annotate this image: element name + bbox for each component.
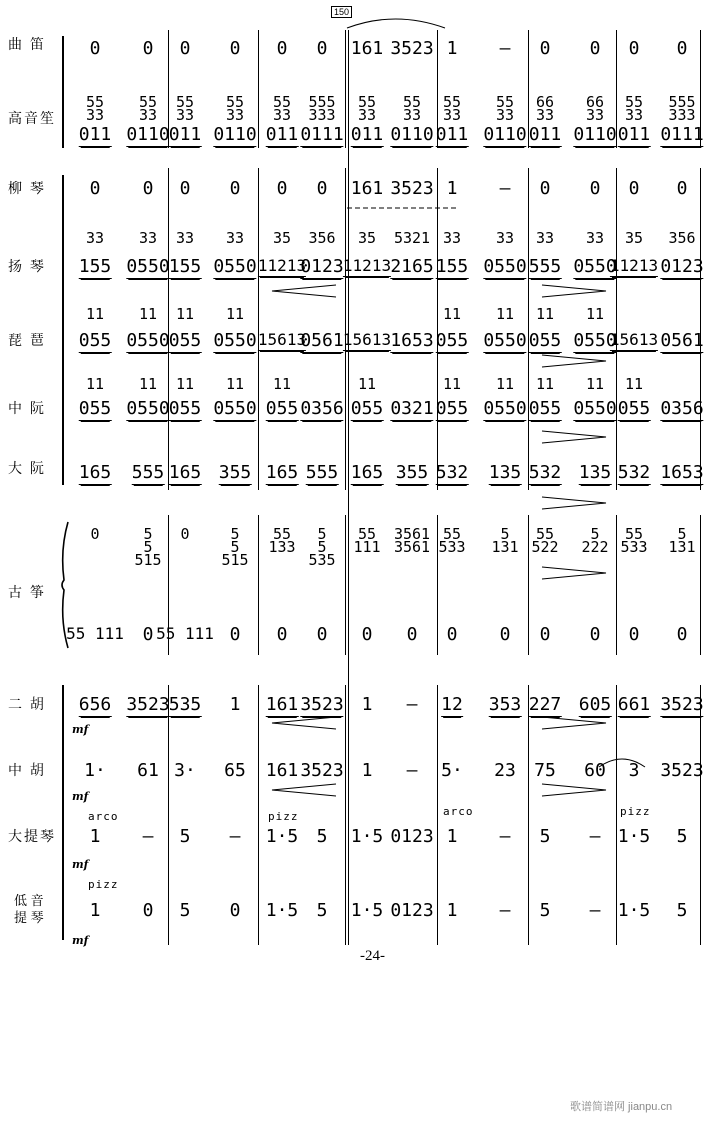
daruan-note: 165: [168, 462, 202, 483]
sheng-note: 0110: [126, 124, 170, 145]
gz_top-chord: 55 111: [353, 525, 381, 556]
zhonghu-note: 3·: [174, 760, 196, 781]
tech-bass-pizz: pizz: [88, 878, 119, 891]
zr_top-chord: 11: [357, 375, 377, 393]
dizi-note: 161: [350, 38, 384, 59]
pipa_top-chord: 11: [225, 305, 245, 323]
yangqin-note: 155: [78, 256, 112, 277]
zhonghu-note: 1: [361, 760, 373, 781]
zhongruan-note: 055: [435, 398, 469, 419]
yangqin-note: 11213: [609, 256, 659, 275]
sheng_top-chord: 66 33: [535, 93, 555, 124]
daruan-note: 165: [350, 462, 384, 483]
sheng-note: 011: [265, 124, 299, 145]
label-zhongruan: 中 阮: [8, 400, 46, 416]
pipa_top-chord: 11: [495, 305, 515, 323]
page-number: -24-: [360, 948, 385, 964]
daruan-note: 1653: [660, 462, 704, 483]
pipa-note: 055: [528, 330, 562, 351]
zhonghu-note: 61: [137, 760, 159, 781]
zhongruan-note: 055: [617, 398, 651, 419]
cello-note: 1: [89, 826, 101, 847]
bass-note: 5: [179, 900, 191, 921]
gz_top-chord: 5 131: [491, 525, 519, 556]
barline: [345, 515, 346, 655]
zhonghu-note: 65: [224, 760, 246, 781]
zr_top-chord: 11: [495, 375, 515, 393]
tremolo-line-liuqin: [345, 202, 460, 214]
slur: [345, 14, 450, 30]
dyn-bass: mf: [72, 934, 89, 947]
hairpin-erhu2: [540, 716, 610, 730]
sheng-note: 011: [617, 124, 651, 145]
gz_top-chord: 5 5 535: [308, 525, 336, 569]
zhonghu-note: 3: [628, 760, 640, 781]
yangqin_top-chord: 35: [357, 229, 377, 247]
cello-note: 5: [676, 826, 688, 847]
yangqin_top-chord: 33: [585, 229, 605, 247]
gz_bottom-note: 55 111: [66, 624, 124, 643]
pipa_top-chord: 11: [585, 305, 605, 323]
barline: [345, 685, 346, 945]
yangqin-note: 11213: [257, 256, 307, 275]
gz_top-chord: 5 131: [668, 525, 696, 556]
dizi-note: 0: [539, 38, 551, 59]
hairpin-yangqin: [270, 284, 340, 298]
zhongruan-note: 0356: [300, 398, 344, 419]
label-liuqin: 柳 琴: [8, 180, 46, 196]
barline: [437, 168, 438, 490]
yangqin_top-chord: 35: [624, 229, 644, 247]
bass-note: 1: [446, 900, 458, 921]
pipa-note: 0550: [213, 330, 257, 351]
dizi-note: 1: [446, 38, 458, 59]
zhonghu-note: 5·: [441, 760, 463, 781]
watermark: 歌谱简谱网 jianpu.cn: [570, 1101, 673, 1113]
erhu-note: –: [406, 694, 418, 715]
gz_bottom-note: 0: [142, 624, 154, 645]
bass-note: 5: [676, 900, 688, 921]
yangqin_top-chord: 356: [668, 229, 696, 247]
pipa-note: 0561: [660, 330, 704, 351]
erhu-note: 12: [441, 694, 463, 715]
erhu-note: 605: [578, 694, 612, 715]
bass-note: 5: [539, 900, 551, 921]
cello-note: 0123: [390, 826, 434, 847]
barline: [616, 515, 617, 655]
barline: [700, 685, 701, 945]
gz_bottom-note: 55 111: [156, 624, 214, 643]
label-yangqin: 扬 琴: [8, 258, 46, 274]
gz_bottom-note: 0: [589, 624, 601, 645]
sheng-note: 011: [528, 124, 562, 145]
zhonghu-note: 3523: [660, 760, 704, 781]
sheng-note: 011: [168, 124, 202, 145]
cello-note: –: [142, 826, 154, 847]
dizi-note: 3523: [390, 38, 434, 59]
liuqin-note: 0: [676, 178, 688, 199]
cello-note: –: [229, 826, 241, 847]
barline: [258, 30, 259, 148]
zhonghu-note: 23: [494, 760, 516, 781]
zhongruan-note: 0356: [660, 398, 704, 419]
barline: [437, 685, 438, 945]
pipa_top-chord: 11: [535, 305, 555, 323]
zr_top-chord: 11: [624, 375, 644, 393]
hairpin-zhongruan: [540, 430, 610, 444]
hairpin-daruan: [540, 496, 610, 510]
sheng-note: 0110: [483, 124, 527, 145]
bass-note: 0123: [390, 900, 434, 921]
cello-note: –: [499, 826, 511, 847]
cello-note: 1·5: [617, 826, 651, 847]
bracket-winds: [62, 36, 64, 148]
bass-note: 1·5: [265, 900, 299, 921]
dizi-note: –: [499, 38, 511, 59]
zhongruan-note: 055: [528, 398, 562, 419]
daruan-note: 555: [305, 462, 339, 483]
erhu-note: 353: [488, 694, 522, 715]
sheng_top-chord: 55 33: [357, 93, 377, 124]
label-sheng: 高音笙: [8, 110, 56, 126]
gz_bottom-note: 0: [446, 624, 458, 645]
double-barline: [348, 30, 349, 945]
pipa-note: 055: [78, 330, 112, 351]
erhu-note: 161: [265, 694, 299, 715]
label-cello: 大提琴: [8, 828, 56, 844]
liuqin-note: 3523: [390, 178, 434, 199]
zhongruan-note: 055: [350, 398, 384, 419]
gz_bottom-note: 0: [499, 624, 511, 645]
barline: [700, 515, 701, 655]
yangqin_top-chord: 33: [138, 229, 158, 247]
zr_top-chord: 11: [585, 375, 605, 393]
zhongruan-note: 055: [168, 398, 202, 419]
zr_top-chord: 11: [272, 375, 292, 393]
pipa-note: 1653: [390, 330, 434, 351]
liuqin-note: 0: [179, 178, 191, 199]
cello-note: 5: [539, 826, 551, 847]
hairpin-zhonghu2: [540, 783, 610, 797]
pipa-note: 055: [435, 330, 469, 351]
gz_top-chord: 55 522: [531, 525, 559, 556]
yangqin_top-chord: 33: [225, 229, 245, 247]
gz_bottom-note: 0: [229, 624, 241, 645]
sheng-note: 0110: [390, 124, 434, 145]
bass-note: 1·5: [617, 900, 651, 921]
hairpin-zhonghu: [270, 783, 340, 797]
daruan-note: 135: [578, 462, 612, 483]
yangqin_top-chord: 33: [535, 229, 555, 247]
gz_top-chord: 0: [90, 525, 100, 543]
hairpin-guzheng: [540, 566, 610, 580]
gz_top-chord: 55 533: [438, 525, 466, 556]
zhongruan-note: 0550: [126, 398, 170, 419]
yangqin-note: 11213: [342, 256, 392, 275]
erhu-note: 1: [229, 694, 241, 715]
erhu-note: 661: [617, 694, 651, 715]
dyn-erhu: mf: [72, 723, 89, 736]
daruan-note: 532: [435, 462, 469, 483]
gz_top-chord: 5 5 515: [221, 525, 249, 569]
yangqin-note: 155: [435, 256, 469, 277]
barline: [345, 168, 346, 490]
sheng_top-chord: 55 33: [402, 93, 422, 124]
gz_bottom-note: 0: [628, 624, 640, 645]
gz_bottom-note: 0: [539, 624, 551, 645]
sheng-note: 0111: [300, 124, 344, 145]
liuqin-note: 0: [628, 178, 640, 199]
cello-note: 1·5: [350, 826, 384, 847]
hairpin-yangqin2: [540, 284, 610, 298]
tech-cello-pizz: pizz: [268, 810, 299, 823]
dizi-note: 0: [179, 38, 191, 59]
barline: [616, 168, 617, 490]
pipa-note: 0561: [300, 330, 344, 351]
cello-note: 1·5: [265, 826, 299, 847]
bass-note: 0: [229, 900, 241, 921]
sheng_top-chord: 55 33: [175, 93, 195, 124]
daruan-note: 355: [218, 462, 252, 483]
pipa-note: 0550: [483, 330, 527, 351]
yangqin-note: 155: [168, 256, 202, 277]
liuqin-note: 1: [446, 178, 458, 199]
daruan-note: 135: [488, 462, 522, 483]
sheng-note: 0110: [573, 124, 617, 145]
dyn-cello: mf: [72, 858, 89, 871]
dyn-zhonghu: mf: [72, 790, 89, 803]
sheng_top-chord: 55 33: [138, 93, 158, 124]
dizi-note: 0: [89, 38, 101, 59]
dizi-note: 0: [276, 38, 288, 59]
yangqin-note: 0550: [573, 256, 617, 277]
zr_top-chord: 11: [138, 375, 158, 393]
barline: [168, 685, 169, 945]
erhu-note: 1: [361, 694, 373, 715]
zhonghu-note: 1·: [84, 760, 106, 781]
zr_top-chord: 11: [225, 375, 245, 393]
yangqin_top-chord: 33: [85, 229, 105, 247]
daruan-note: 532: [617, 462, 651, 483]
barline: [258, 168, 259, 490]
pipa-note: 0550: [573, 330, 617, 351]
pipa-note: 0550: [126, 330, 170, 351]
pipa-note: 15613: [342, 330, 392, 349]
sheng_top-chord: 55 33: [225, 93, 245, 124]
gz_bottom-note: 0: [316, 624, 328, 645]
zhonghu-note: 60: [584, 760, 606, 781]
bass-note: 1·5: [350, 900, 384, 921]
cello-note: 5: [316, 826, 328, 847]
cello-note: 5: [179, 826, 191, 847]
dizi-note: 0: [316, 38, 328, 59]
tie-zhonghu: [597, 755, 647, 769]
liuqin-note: 0: [229, 178, 241, 199]
label-bass: 低 音 提 琴: [14, 893, 44, 925]
bass-note: –: [499, 900, 511, 921]
erhu-note: 3523: [126, 694, 170, 715]
gz_top-chord: 5 5 515: [134, 525, 162, 569]
hairpin-pipa: [540, 354, 610, 368]
gz_bottom-note: 0: [406, 624, 418, 645]
yangqin-note: 0123: [660, 256, 704, 277]
pipa-note: 15613: [609, 330, 659, 349]
zhongruan-note: 055: [265, 398, 299, 419]
bass-note: –: [589, 900, 601, 921]
bass-note: 5: [316, 900, 328, 921]
sheng-note: 011: [78, 124, 112, 145]
dizi-note: 0: [589, 38, 601, 59]
yangqin-note: 555: [528, 256, 562, 277]
sheng_top-chord: 555 333: [308, 93, 336, 124]
sheng_top-chord: 55 33: [495, 93, 515, 124]
gz_top-chord: 3561 3561: [393, 525, 431, 556]
label-guzheng: 古 筝: [8, 584, 46, 600]
zr_top-chord: 11: [175, 375, 195, 393]
barline: [528, 515, 529, 655]
pipa_top-chord: 11: [175, 305, 195, 323]
erhu-note: 656: [78, 694, 112, 715]
liuqin-note: –: [499, 178, 511, 199]
zr_top-chord: 11: [442, 375, 462, 393]
yangqin_top-chord: 356: [308, 229, 336, 247]
label-zhonghu: 中 胡: [8, 762, 46, 778]
yangqin-note: 0550: [213, 256, 257, 277]
bass-note: 0: [142, 900, 154, 921]
zhongruan-note: 0550: [573, 398, 617, 419]
bracket-strings: [62, 685, 64, 940]
liuqin-note: 0: [89, 178, 101, 199]
dizi-note: 0: [628, 38, 640, 59]
erhu-note: 535: [168, 694, 202, 715]
daruan-note: 555: [131, 462, 165, 483]
zr_top-chord: 11: [85, 375, 105, 393]
erhu-note: 3523: [660, 694, 704, 715]
zhongruan-note: 0550: [483, 398, 527, 419]
label-daruan: 大 阮: [8, 460, 46, 476]
label-pipa: 琵 琶: [8, 332, 46, 348]
yangqin_top-chord: 33: [495, 229, 515, 247]
sheng-note: 011: [435, 124, 469, 145]
label-dizi: 曲 笛: [8, 36, 46, 52]
barline: [528, 168, 529, 490]
dizi-note: 0: [229, 38, 241, 59]
sheng_top-chord: 555 333: [668, 93, 696, 124]
barline: [168, 168, 169, 490]
dizi-note: 0: [142, 38, 154, 59]
sheng-note: 0110: [213, 124, 257, 145]
bracket-plucked: [62, 175, 64, 485]
sheng_top-chord: 55 33: [85, 93, 105, 124]
gz_bottom-note: 0: [676, 624, 688, 645]
yangqin-note: 2165: [390, 256, 434, 277]
liuqin-note: 161: [350, 178, 384, 199]
zhonghu-note: 3523: [300, 760, 344, 781]
zhonghu-note: 75: [534, 760, 556, 781]
yangqin_top-chord: 33: [442, 229, 462, 247]
barline: [258, 515, 259, 655]
sheng-note: 011: [350, 124, 384, 145]
liuqin-note: 0: [142, 178, 154, 199]
yangqin_top-chord: 35: [272, 229, 292, 247]
sheng-note: 0111: [660, 124, 704, 145]
gz_top-chord: 55 133: [268, 525, 296, 556]
liuqin-note: 0: [589, 178, 601, 199]
daruan-note: 165: [265, 462, 299, 483]
tech-cello-arco2: arco: [443, 805, 474, 818]
pipa_top-chord: 11: [442, 305, 462, 323]
barline: [258, 685, 259, 945]
cello-note: 1: [446, 826, 458, 847]
daruan-note: 355: [395, 462, 429, 483]
barline: [700, 168, 701, 490]
zhonghu-note: 161: [265, 760, 299, 781]
erhu-note: 227: [528, 694, 562, 715]
rehearsal-mark: 150: [331, 6, 352, 18]
tech-cello-arco: arco: [88, 810, 119, 823]
gz_bottom-note: 0: [361, 624, 373, 645]
daruan-note: 165: [78, 462, 112, 483]
barline: [345, 30, 346, 148]
pipa-note: 055: [168, 330, 202, 351]
yangqin-note: 0550: [126, 256, 170, 277]
yangqin_top-chord: 33: [175, 229, 195, 247]
cello-note: –: [589, 826, 601, 847]
liuqin-note: 0: [316, 178, 328, 199]
zhongruan-note: 0550: [213, 398, 257, 419]
gz_top-chord: 55 533: [620, 525, 648, 556]
daruan-note: 532: [528, 462, 562, 483]
zhonghu-note: –: [406, 760, 418, 781]
label-erhu: 二 胡: [8, 696, 46, 712]
bass-note: 1: [89, 900, 101, 921]
gz_bottom-note: 0: [276, 624, 288, 645]
yangqin_top-chord: 5321: [393, 229, 431, 247]
sheng_top-chord: 55 33: [442, 93, 462, 124]
tech-cello-pizz2: pizz: [620, 805, 651, 818]
pipa_top-chord: 11: [138, 305, 158, 323]
zhongruan-note: 055: [78, 398, 112, 419]
dizi-note: 0: [676, 38, 688, 59]
sheng_top-chord: 66 33: [585, 93, 605, 124]
gz_top-chord: 5 222: [581, 525, 609, 556]
yangqin-note: 0550: [483, 256, 527, 277]
hairpin-erhu: [270, 716, 340, 730]
gz_top-chord: 0: [180, 525, 190, 543]
zr_top-chord: 11: [535, 375, 555, 393]
erhu-note: 3523: [300, 694, 344, 715]
barline: [528, 685, 529, 945]
liuqin-note: 0: [276, 178, 288, 199]
sheng_top-chord: 55 33: [272, 93, 292, 124]
pipa_top-chord: 11: [85, 305, 105, 323]
sheng_top-chord: 55 33: [624, 93, 644, 124]
zhongruan-note: 0321: [390, 398, 434, 419]
yangqin-note: 0123: [300, 256, 344, 277]
liuqin-note: 0: [539, 178, 551, 199]
pipa-note: 15613: [257, 330, 307, 349]
